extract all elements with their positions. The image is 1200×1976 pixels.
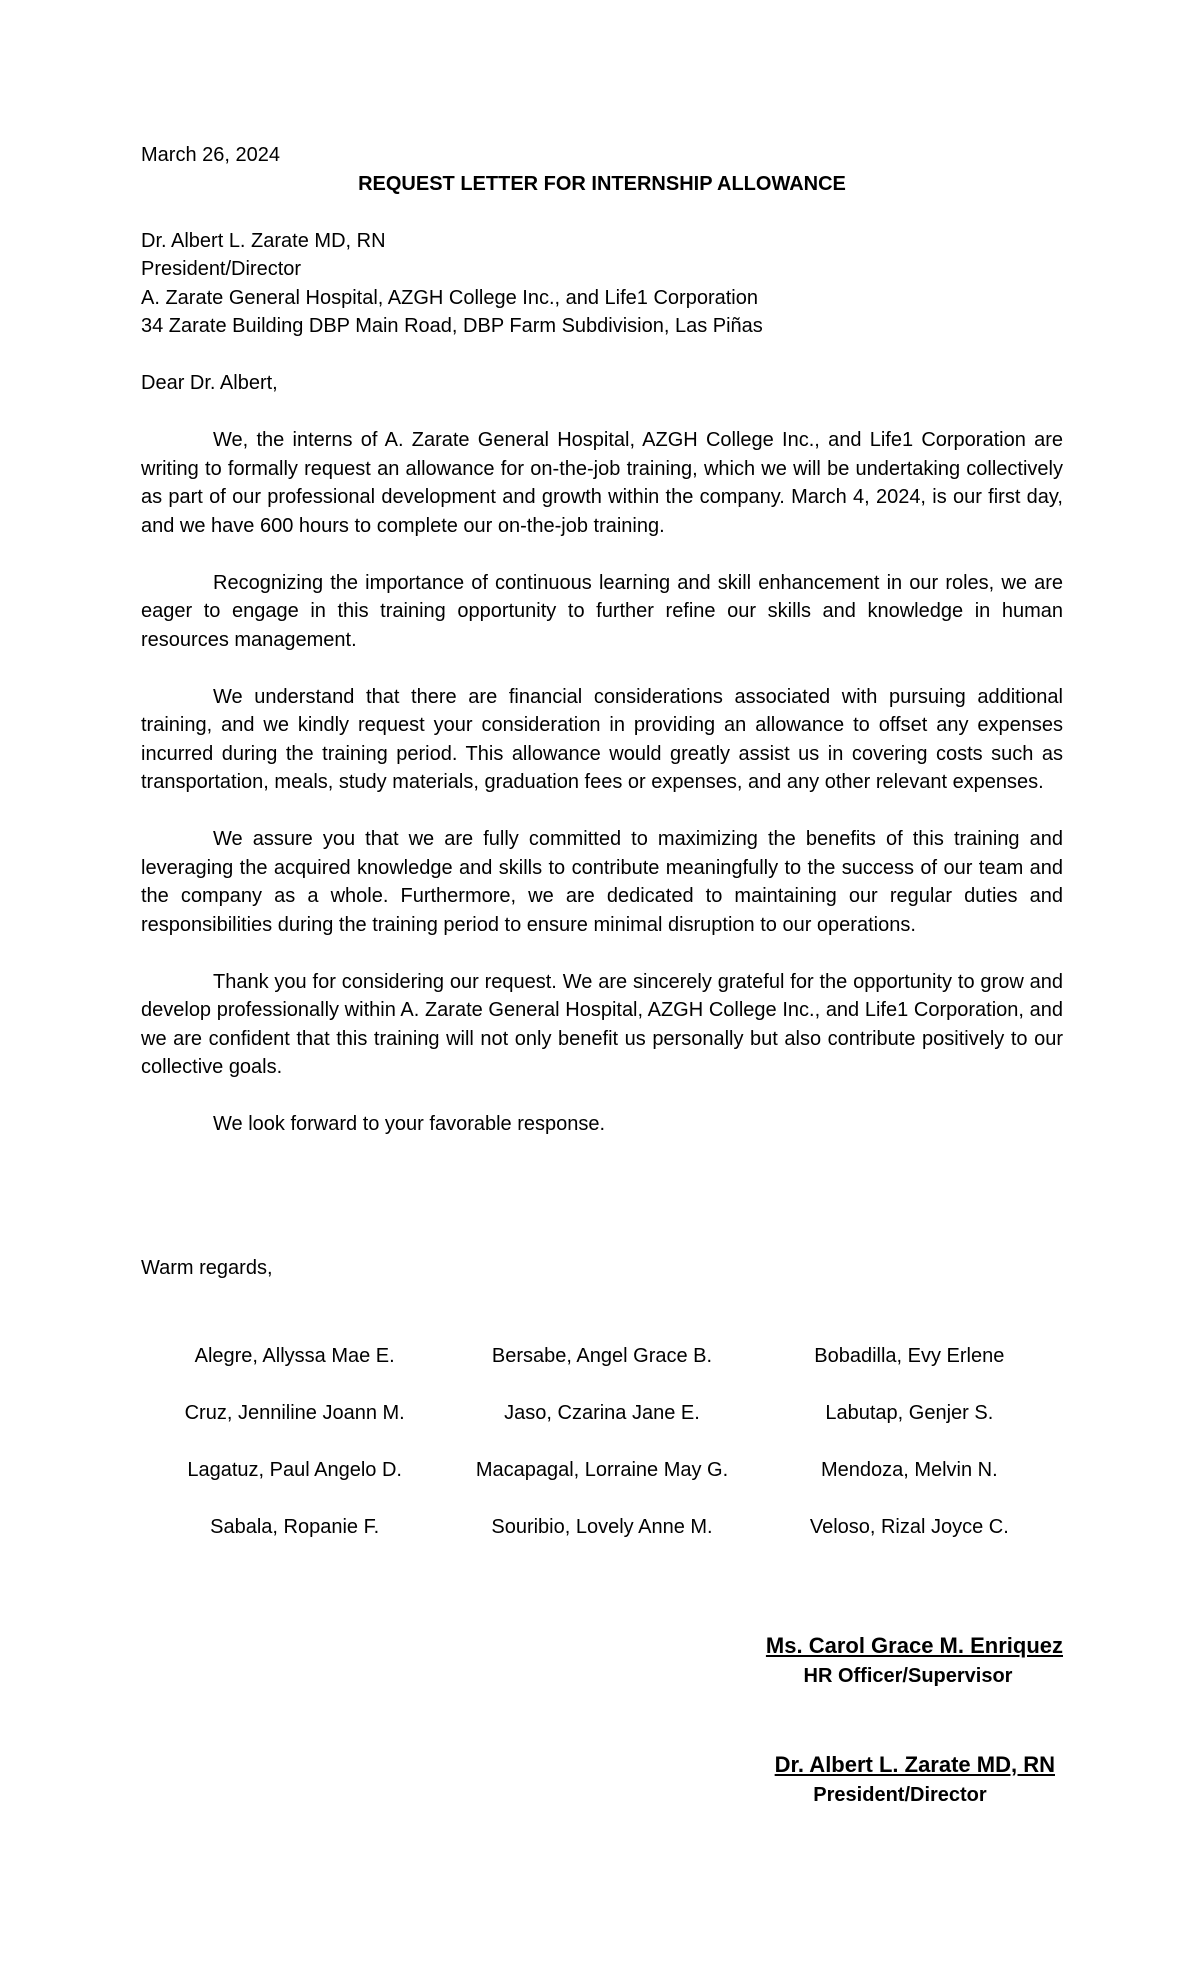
- paragraph-response: We look forward to your favorable response.: [213, 1113, 606, 1135]
- recipient-organization: A. Zarate General Hospital, AZGH College Inc., and Life1 Corporation: [141, 286, 758, 309]
- approver-name: Dr. Albert L. Zarate MD, RN: [774, 1752, 1055, 1777]
- closing: Warm regards,: [141, 1257, 273, 1279]
- signatories-row: [141, 1342, 1063, 1371]
- signatory-name: Lagatuz, Paul Angelo D.: [187, 1459, 402, 1481]
- recipient-address: 34 Zarate Building DBP Main Road, DBP Farm Subdivision, Las Piñas: [141, 315, 763, 337]
- approver-title: President/Director: [813, 1784, 987, 1806]
- signatories-row: [141, 1399, 1063, 1428]
- signatory-name: Sabala, Ropanie F.: [210, 1516, 380, 1538]
- signatories-grid: [141, 1342, 1063, 1570]
- paragraph-financial: We understand that there are financial considerations associated with pursuing additional training, and we kindly request your consideration in providing an allowance to offset any expenses incurred during the training period. This allowance would greatly assist us in covering costs such as transportation, meals, study materials, graduation fees or expenses, and any other relevant expenses.: [141, 685, 1063, 793]
- letter-title: REQUEST LETTER FOR INTERNSHIP ALLOWANCE: [358, 172, 846, 195]
- signatory-name: Bobadilla, Evy Erlene: [814, 1345, 1005, 1367]
- approver-president: [655, 1750, 1055, 1810]
- signatory-name: Cruz, Jenniline Joann M.: [184, 1402, 405, 1424]
- paragraph-commitment: We assure you that we are fully committed to maximizing the benefits of this training and leveraging the acquired knowledge and skills to contribute meaningfully to the success of our team and the company as a whole. Furthermore, we are dedicated to maintaining our regular duties and responsibilities during the training period to ensure minimal disruption to our operations.: [141, 828, 1063, 936]
- signatory-name: Macapagal, Lorraine May G.: [475, 1459, 729, 1481]
- signatory-name: Labutap, Genjer S.: [825, 1402, 994, 1424]
- recipient-name: Dr. Albert L. Zarate MD, RN: [141, 229, 386, 252]
- signatory-name: Jaso, Czarina Jane E.: [504, 1402, 700, 1424]
- paragraph-intro: We, the interns of A. Zarate General Hospital, AZGH College Inc., and Life1 Corporation are writing to formally request an allowance for on-the-job training, which we will be undertaking collectively as part of our professional development and growth within the company. March 4, 2024, is our first day, and we have 600 hours to complete our on-the-job training.: [141, 429, 1063, 537]
- letter-date: March 26, 2024: [141, 144, 280, 166]
- signatory-name: Veloso, Rizal Joyce C.: [809, 1516, 1009, 1538]
- recipient-block: [141, 227, 1063, 341]
- approver-name: Ms. Carol Grace M. Enriquez: [765, 1633, 1063, 1658]
- signatory-name: Souribio, Lovely Anne M.: [491, 1516, 713, 1538]
- salutation: Dear Dr. Albert,: [141, 372, 278, 394]
- approver-title: HR Officer/Supervisor: [803, 1665, 1013, 1687]
- signatory-name: Mendoza, Melvin N.: [820, 1459, 998, 1481]
- letter-body: [141, 141, 1063, 1139]
- signatories-row: [141, 1513, 1063, 1542]
- signatory-name: Bersabe, Angel Grace B.: [491, 1345, 713, 1367]
- approver-hr: [663, 1631, 1063, 1691]
- signatories-row: [141, 1456, 1063, 1485]
- paragraph-thanks: Thank you for considering our request. We are sincerely grateful for the opportunity to grow and develop professionally within A. Zarate General Hospital, AZGH College Inc., and Life1 Corporation, and we are confident that this training will not only benefit us personally but also contribute positively to our collective goals.: [141, 970, 1063, 1078]
- signatory-name: Alegre, Allyssa Mae E.: [194, 1345, 395, 1367]
- recipient-position: President/Director: [141, 258, 302, 280]
- paragraph-importance: Recognizing the importance of continuous learning and skill enhancement in our roles, we are eager to engage in this training opportunity to further refine our skills and knowledge in human resources management.: [141, 571, 1063, 651]
